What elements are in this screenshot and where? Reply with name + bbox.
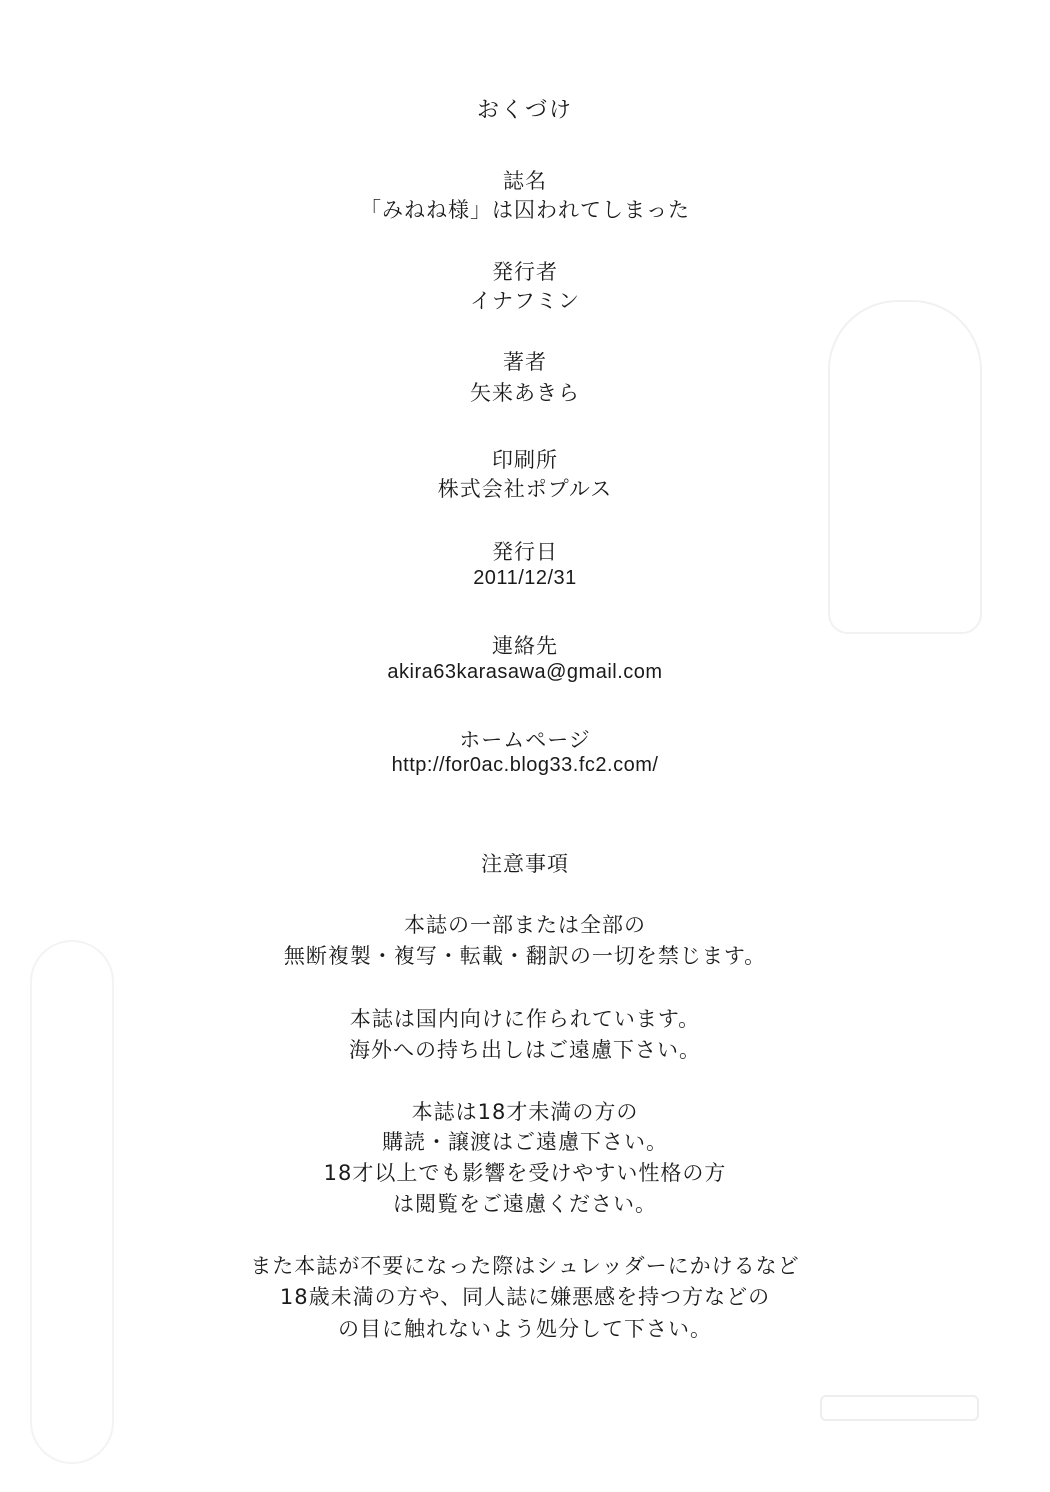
notice-line: 本誌の一部または全部の: [404, 913, 646, 937]
page-title: おくづけ: [476, 98, 573, 123]
notice-line: は閲覧をご遠慮ください。: [393, 1192, 657, 1216]
notice-line: 購読・譲渡はご遠慮下さい。: [382, 1130, 668, 1154]
field-value-contact-email: akira63karasawa@gmail.com: [387, 661, 663, 683]
field-label-contact: 連絡先: [492, 634, 558, 658]
notice-line: また本誌が不要になった際はシュレッダーにかけるなど: [250, 1254, 800, 1278]
field-label-homepage: ホームページ: [459, 728, 591, 752]
notice-line: 海外への持ち出しはご遠慮下さい。: [349, 1038, 701, 1062]
notice-line: 無断複製・複写・転載・翻訳の一切を禁じます。: [283, 944, 767, 968]
notice-heading: 注意事項: [481, 852, 569, 876]
field-label-publisher: 発行者: [492, 260, 558, 284]
bleed-through-shape: [820, 1395, 979, 1421]
field-label-printer: 印刷所: [492, 448, 558, 472]
notice-line: 本誌は国内向けに作られています。: [349, 1007, 701, 1031]
notice-line: 18歳未満の方や、同人誌に嫌悪感を持つ方などの: [279, 1285, 771, 1309]
field-value-issue-date: 2011/12/31: [473, 567, 577, 589]
notice-line: 18才以上でも影響を受けやすい性格の方: [323, 1161, 727, 1185]
field-value-author: 矢来あきら: [470, 381, 580, 405]
field-label-author: 著者: [503, 350, 547, 374]
field-value-publication: 「みねね様」は囚われてしまった: [360, 198, 690, 222]
field-value-homepage-url: http://for0ac.blog33.fc2.com/: [391, 754, 659, 776]
field-value-publisher: イナフミン: [470, 289, 580, 313]
notice-line: の目に触れないよう処分して下さい。: [338, 1317, 712, 1341]
field-value-printer: 株式会社ポプルス: [437, 477, 613, 501]
notice-line: 本誌は18才未満の方の: [411, 1100, 639, 1124]
field-label-publication: 誌名: [503, 169, 547, 193]
field-label-issue-date: 発行日: [492, 540, 558, 564]
